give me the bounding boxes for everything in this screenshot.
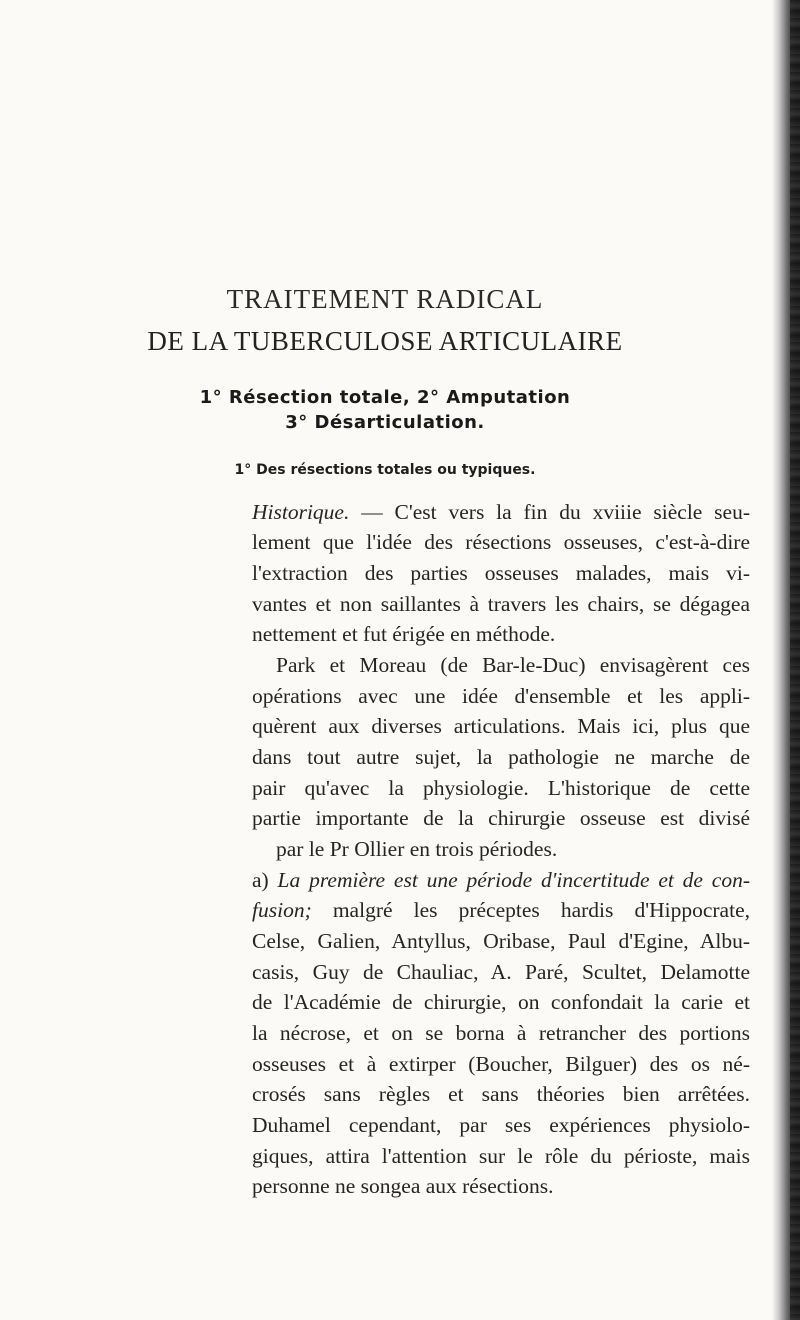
paragraph-line: crosés sans règles et sans théories bien arrêtées.	[252, 1082, 750, 1106]
paragraph-line: Historique. — C'est vers la fin du xviiie siècle seu-	[252, 500, 750, 524]
page-binding-edge	[790, 0, 800, 1320]
paragraph-line: vantes et non saillantes à travers les chairs, se dégagea	[252, 592, 750, 616]
paragraph-line: personne ne songea aux résections.	[252, 1174, 554, 1198]
historique-label: Historique.	[252, 500, 350, 524]
paragraph-line: osseuses et à extirper (Boucher, Bilguer) des os né-	[252, 1052, 750, 1076]
section-heading: 1° Des résections totales ou typiques.	[234, 462, 536, 478]
paragraph-line: Park et Moreau (de Bar-le-Duc) envisagèrent ces	[276, 653, 750, 677]
chapter-title-line1: TRAITEMENT RADICAL	[226, 284, 544, 314]
paragraph-line: fusion; malgré les préceptes hardis d'Hippocrate,	[252, 898, 750, 922]
paragraph-line: dans tout autre sujet, la pathologie ne marche de	[252, 745, 750, 769]
paragraph-line: casis, Guy de Chauliac, A. Paré, Scultet, Delamotte	[252, 960, 750, 984]
paragraph-line: pair qu'avec la physiologie. L'historique de cette	[252, 776, 750, 800]
paragraph-line: giques, attira l'attention sur le rôle du périoste, mais	[252, 1144, 750, 1168]
paragraph-line: de l'Académie de chirurgie, on confondait la carie et	[252, 990, 750, 1014]
period-a-title: La première est une période d'incertitude et de con-	[277, 868, 751, 892]
paragraph-line: opérations avec une idée d'ensemble et les appli-	[252, 684, 750, 708]
paragraph-line: lement que l'idée des résections osseuses, c'est-à-dire	[252, 530, 750, 554]
paragraph-line: nettement et fut érigée en méthode.	[252, 622, 556, 646]
chapter-title-line2: DE LA TUBERCULOSE ARTICULAIRE	[147, 326, 623, 356]
paragraph-line: Duhamel cependant, par ses expériences physiolo-	[252, 1113, 750, 1137]
paragraph-line: la nécrose, et on se borna à retrancher des portions	[252, 1021, 750, 1045]
paragraph-line: partie importante de la chirurgie osseuse est divisé	[252, 806, 750, 830]
subtitle-line2: 3° Désarticulation.	[285, 412, 485, 433]
paragraph-line: l'extraction des parties osseuses malades, mais vi-	[252, 561, 750, 585]
paragraph-line: par le Pr Ollier en trois périodes.	[276, 837, 558, 861]
paragraph-line: a) La première est une période d'incertitude et de con-	[252, 868, 751, 892]
paragraph-line: quèrent aux diverses articulations. Mais ici, plus que	[252, 714, 750, 738]
subtitle-line1: 1° Résection totale, 2° Amputation	[199, 387, 571, 408]
paragraph-line: Celse, Galien, Antyllus, Oribase, Paul d'Egine, Albu-	[252, 929, 750, 953]
